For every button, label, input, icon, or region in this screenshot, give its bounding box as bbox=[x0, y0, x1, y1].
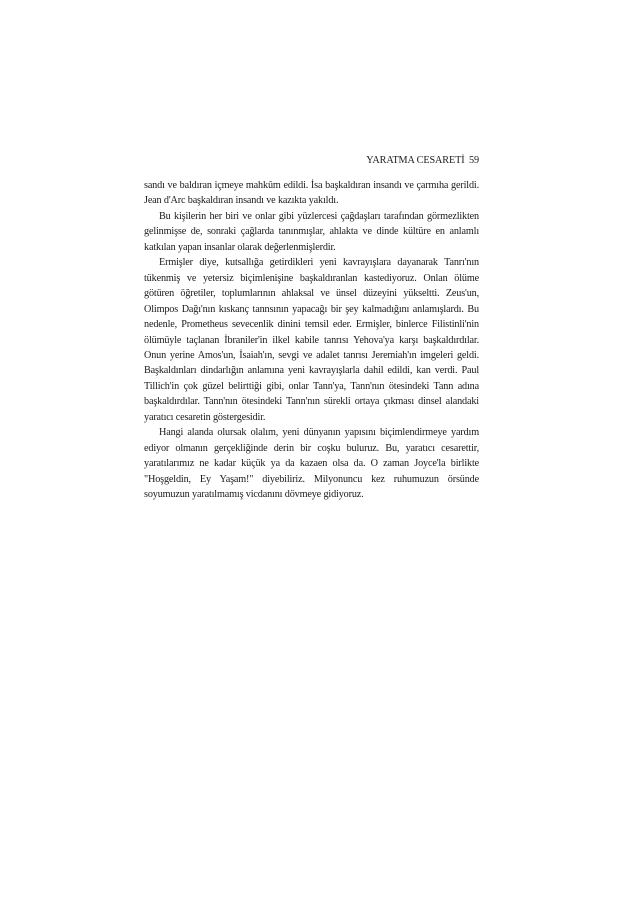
page-number: 59 bbox=[469, 155, 479, 166]
running-title: YARATMA CESARETİ bbox=[366, 155, 465, 166]
paragraph: Ermişler diye, kutsallığa getirdikleri yeni kavrayışlara dayanarak Tanrı'nın tükenmiş ve yetersiz biçimlenişine başkaldıranlan kastediyoruz. Onlan ölüme götüren öğretiler, toplumlarının ahlaksal ve ünsel düzeyini yükseltti. Zeus'un, Olimpos Dağı'nın kıskanç tannsının yapacağı bir şey kalmadığını anlamışlardı. Bu nedenle, Prometheus sevecenlik dinini temsil eder. Ermişler, binlerce Filistinli'nin ölümüyle taçlanan İbraniler'in ilkel kabile tanrısı Yehova'ya karşı başkaldırdılar. Onun yerine Amos'un, İsaiah'ın, sevgi ve adalet tanrısı Jeremiah'ın imgeleri geldi. Başkaldınları dindarlığın anlamına yeni kavrayışlarla dahil edildi, kan verdi. Paul Tillich'in çok güzel belirttiği gibi, onlar Tann'ya, Tann'nın ötesindeki Tann adına başkaldırdılar. Tann'nın ötesindeki Tann'nın sürekli ortaya çıkması dinsel alandaki yaratıcı cesaretin göstergesidir. bbox=[144, 257, 479, 423]
paragraph: Bu kişilerin her biri ve onlar gibi yüzlercesi çağdaşları tarafından görmezlikten gelinmişse de, sonraki çağlarda tanınmışlar, ahlakta ve dinde kültüre en anlamlı katkılan yapan insanlar olarak değerlenmişlerdir. bbox=[144, 210, 479, 253]
paragraph-continuation: sandı ve baldıran içmeye mahkûm edildi. İsa başkaldıran insandı ve çarmıha gerildi. Jean d'Arc başkaldıran insandı ve kazıkta yakıldı. bbox=[144, 180, 479, 207]
running-header bbox=[144, 155, 479, 166]
paragraph: Hangi alanda olursak olalım, yeni dünyanın yapısını biçimlendirmeye yardım ediyor olmanın gerçekliğinde derin bir coşku buluruz. Bu, yaratıcı cesarettir, yaratılarımız ne kadar küçük ya da kazaen olsa da. O zaman Joyce'la birlikte "Hoşgeldin, Ey Yaşam!" diyebiliriz. Milyonuncu kez ruhumuzun örsünde soyumuzun yaratılmamış vicdanını dövmeye gidiyoruz. bbox=[144, 427, 479, 501]
body-text bbox=[144, 178, 479, 503]
